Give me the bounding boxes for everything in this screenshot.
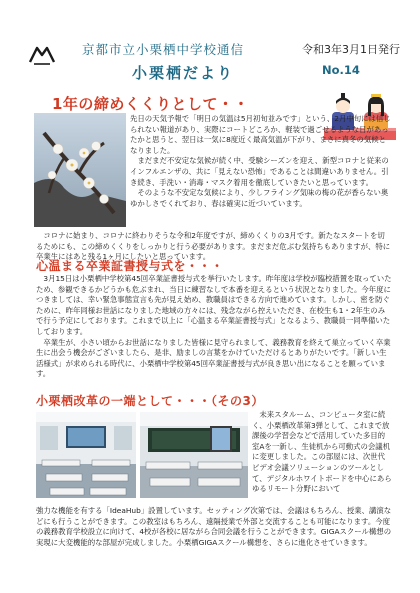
section1-paragraph1: 先日の天気予報で「明日の気温は5月初旬並みです」という、2月中旬には信じられない報道があり、実際にコートどころか、軽装で過ごせるような日があったかと思うと、翌日は一気に8度近く最高気温が下がり、まさに真冬の気候となりました。 bbox=[130, 114, 391, 155]
section1-paragraph2: まだまだ不安定な気候が続く中、受験シーズンを迎え、新型コロナと従来のインフルエンザの、共に「見えない恐怖」であることは間違いありません。引き続き、手洗い・消毒・マスク着用を徹底していきたいと思っています。 bbox=[130, 156, 389, 187]
section2-paragraph2: 卒業生が、小さい頃からお世話になりました皆様に見守られまして、義務教育を終えて巣立っていく卒業生に出会う機会がございましたら、是非、励ましの言葉をかけていただけるとありがたいです。「新しい生活様式」が求められる時代に、小栗栖中学校第45回卒業証書授与式が良き思い出になることを願っています。 bbox=[36, 337, 391, 379]
classroom-photo-2 bbox=[140, 412, 248, 498]
section1-heading: 1年の締めくくりとして・・ bbox=[52, 95, 249, 113]
section2-body bbox=[36, 274, 392, 380]
issue-date: 令和3年3月1日発行 bbox=[302, 43, 400, 56]
section2-paragraph1: 3月15日は小栗栖中学校第45回卒業証書授与式を挙行いたします。昨年度は学校が臨校措置を取っていたため、参観できるかどうかも危ぶまれ、当日に練習なしで本番を迎えるという状況となりました。今年度につきましては、幸い緊急事態宣言も先が見え始め、教職員はできる方向で進めています。しかし、密を防ぐために、昨年同様お世話になりました地域の方々には、残念ながら控えいただき、在校生も1・2年生のみで行う予定にしております。これまで以上に「心温まる卒業証書授与式」となるよう、教職員一同準備いたしております。 bbox=[36, 274, 392, 336]
classroom-photo-1 bbox=[36, 412, 136, 498]
section3-heading: 小栗栖改革の一端として・・・（その3） bbox=[36, 394, 264, 408]
section3-paragraph1: 未来スタルーム、コンピュータ室に続く、小栗栖改革第3弾として、これまで放課後の学習会などで活用していた多目的室Aを一新し、生徒机から可動式の会議机に変更しました。この部屋には、次世代ビデオ会議ソリューションのツールとして、デジタルホワイトボードを中心にあらゆるリモート分野において bbox=[252, 410, 392, 494]
section3-paragraph2: 強力な機能を有する「IdeaHub」設置しています。セッティング次第では、会議はもちろん、授業、講演などにも行うことができます。この教室はもちろん、遠隔授業で外部と交流することも可能になります。今度の義務教育学校設立に向けて、4校が各校に居ながら合同会議を行うことができます。GIGAスクール構想の実現に大変機能的な部屋が完成しました。小栗栖GIGAスクール構想を、さらに進化させていきます。 bbox=[36, 506, 392, 547]
section2-heading: 心温まる卒業証書授与式を・・・ bbox=[36, 259, 224, 273]
section1-body-top bbox=[130, 114, 392, 209]
section3-body-bottom bbox=[36, 506, 392, 548]
section1-paragraph4: コロナに始まり、コロナに終わりそうな令和2年度ですが、締めくくりの3月です。新たなスタートを切るためにも、この締めくくりをしっかりと行う必要があります。まだまだ危ぶむ気持ちもありますが、特に卒業生にはあと残る1ヶ月にしたいと思っています。 bbox=[36, 231, 391, 262]
school-crest-icon bbox=[28, 42, 56, 66]
issue-number: No.14 bbox=[322, 63, 360, 77]
plum-blossom-photo bbox=[34, 113, 126, 227]
section1-paragraph3: そのような不安定な気候により、少しフライング気味の梅の花が香らない奥ゆかしさでくれており、春は確実に近づいています。 bbox=[130, 188, 389, 208]
section3-body-side bbox=[252, 410, 392, 495]
school-name: 京都市立小栗栖中学校通信 bbox=[82, 42, 245, 57]
newsletter-title: 小栗栖だより bbox=[132, 64, 235, 82]
